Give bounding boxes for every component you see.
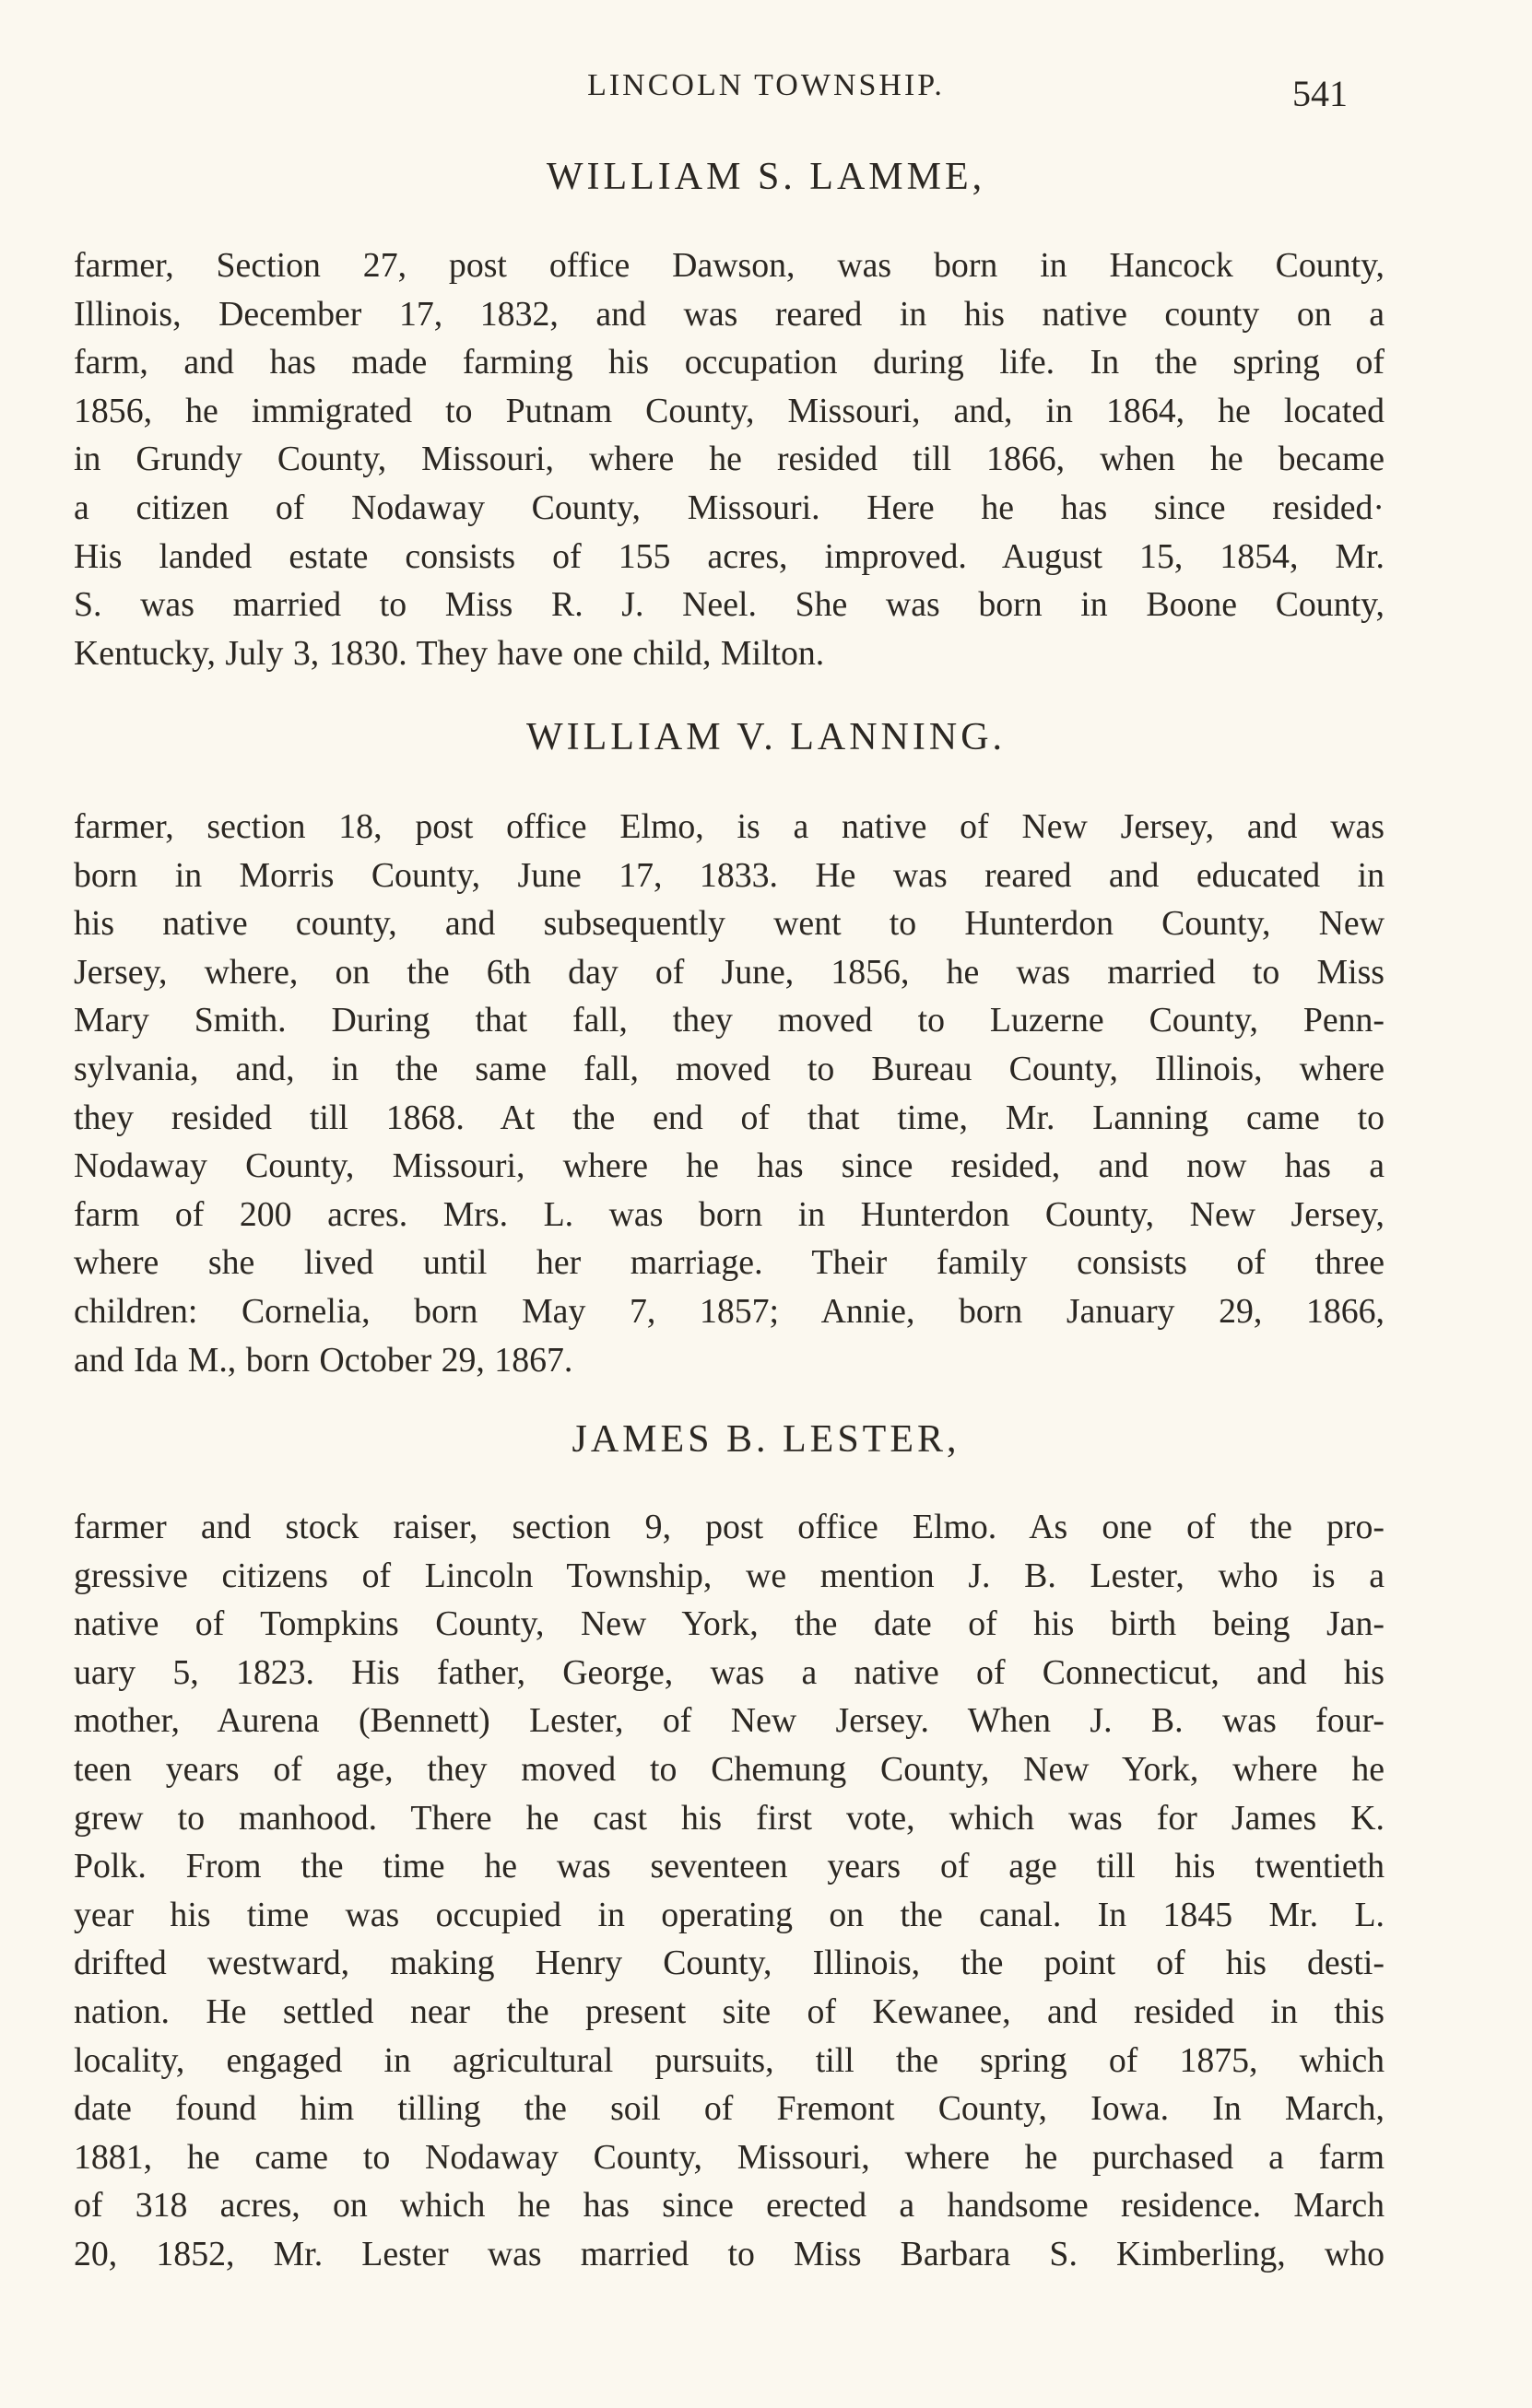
- text-line: farmer, Section 27, post office Dawson, was born in Hancock County,: [74, 246, 1385, 285]
- text-line: and Ida M., born October 29, 1867.: [74, 1340, 573, 1380]
- text-line: in Grundy County, Missouri, where he resided till 1866, when he became: [74, 440, 1385, 479]
- text-line: locality, engaged in agricultural pursuits, till the spring of 1875, which: [74, 2040, 1385, 2080]
- text-line: farm of 200 acres. Mrs. L. was born in Hunterdon County, New Jersey,: [74, 1194, 1385, 1234]
- text-line: Nodaway County, Missouri, where he has since resided, and now has a: [74, 1146, 1385, 1186]
- text-line: Illinois, December 17, 1832, and was reared in his native county on a: [74, 294, 1385, 334]
- entry-heading: JAMES B. LESTER,: [572, 1418, 960, 1461]
- text-line: Jersey, where, on the 6th day of June, 1856, he was married to Miss: [74, 952, 1385, 992]
- entry-heading: WILLIAM V. LANNING.: [525, 716, 1007, 758]
- text-line: teen years of age, they moved to Chemung County, New York, where he: [74, 1749, 1385, 1789]
- text-line: Polk. From the time he was seventeen years of age till his twentieth: [74, 1847, 1385, 1886]
- text-line: farm, and has made farming his occupation during life. In the spring of: [74, 343, 1385, 382]
- text-line: a citizen of Nodaway County, Missouri. Here he has since resided·: [74, 487, 1385, 527]
- text-line: His landed estate consists of 155 acres, improved. August 15, 1854, Mr.: [74, 536, 1385, 576]
- running-head: LINCOLN TOWNSHIP.: [587, 68, 945, 102]
- text-line: native of Tompkins County, New York, the date of his birth being Jan-: [74, 1604, 1385, 1644]
- text-line: uary 5, 1823. His father, George, was a native of Connecticut, and his: [74, 1652, 1385, 1692]
- entry-heading: WILLIAM S. LAMME,: [546, 156, 986, 198]
- page-number: 541: [1292, 73, 1348, 114]
- text-line: Mary Smith. During that fall, they moved to Luzerne County, Penn-: [74, 1001, 1385, 1040]
- text-line: gressive citizens of Lincoln Township, we mention J. B. Lester, who is a: [74, 1556, 1385, 1595]
- text-line: his native county, and subsequently went to Hunterdon County, New: [74, 904, 1385, 944]
- text-line: born in Morris County, June 17, 1833. He was reared and educated in: [74, 855, 1385, 895]
- text-line: 20, 1852, Mr. Lester was married to Miss Barbara S. Kimberling, who: [74, 2234, 1385, 2273]
- text-line: Kentucky, July 3, 1830. They have one child, Milton.: [74, 633, 825, 673]
- text-line: 1881, he came to Nodaway County, Missouri, where he purchased a farm: [74, 2137, 1385, 2177]
- text-line: date found him tilling the soil of Fremont County, Iowa. In March,: [74, 2089, 1385, 2129]
- text-line: where she lived until her marriage. Their family consists of three: [74, 1243, 1385, 1283]
- text-line: farmer, section 18, post office Elmo, is a native of New Jersey, and was: [74, 807, 1385, 846]
- entry-body: [74, 241, 1385, 677]
- text-line: of 318 acres, on which he has since erected a handsome residence. March: [74, 2186, 1385, 2226]
- text-line: S. was married to Miss R. J. Neel. She was born in Boone County,: [74, 585, 1385, 625]
- text-line: grew to manhood. There he cast his first vote, which was for James K.: [74, 1798, 1385, 1838]
- text-line: farmer and stock raiser, section 9, post office Elmo. As one of the pro-: [74, 1508, 1385, 1546]
- text-line: 1856, he immigrated to Putnam County, Missouri, and, in 1864, he located: [74, 391, 1385, 430]
- text-line: drifted westward, making Henry County, Illinois, the point of his desti-: [74, 1944, 1385, 1983]
- text-line: mother, Aurena (Bennett) Lester, of New Jersey. When J. B. was four-: [74, 1701, 1385, 1741]
- text-line: children: Cornelia, born May 7, 1857; Annie, born January 29, 1866,: [74, 1291, 1385, 1331]
- entry-body: [74, 803, 1385, 1384]
- text-line: they resided till 1868. At the end of that time, Mr. Lanning came to: [74, 1098, 1385, 1137]
- text-line: nation. He settled near the present site of Kewanee, and resided in this: [74, 1991, 1385, 2031]
- entry-body: [74, 1503, 1385, 2279]
- text-line: sylvania, and, in the same fall, moved to Bureau County, Illinois, where: [74, 1049, 1385, 1088]
- text-line: year his time was occupied in operating on the canal. In 1845 Mr. L.: [74, 1895, 1385, 1934]
